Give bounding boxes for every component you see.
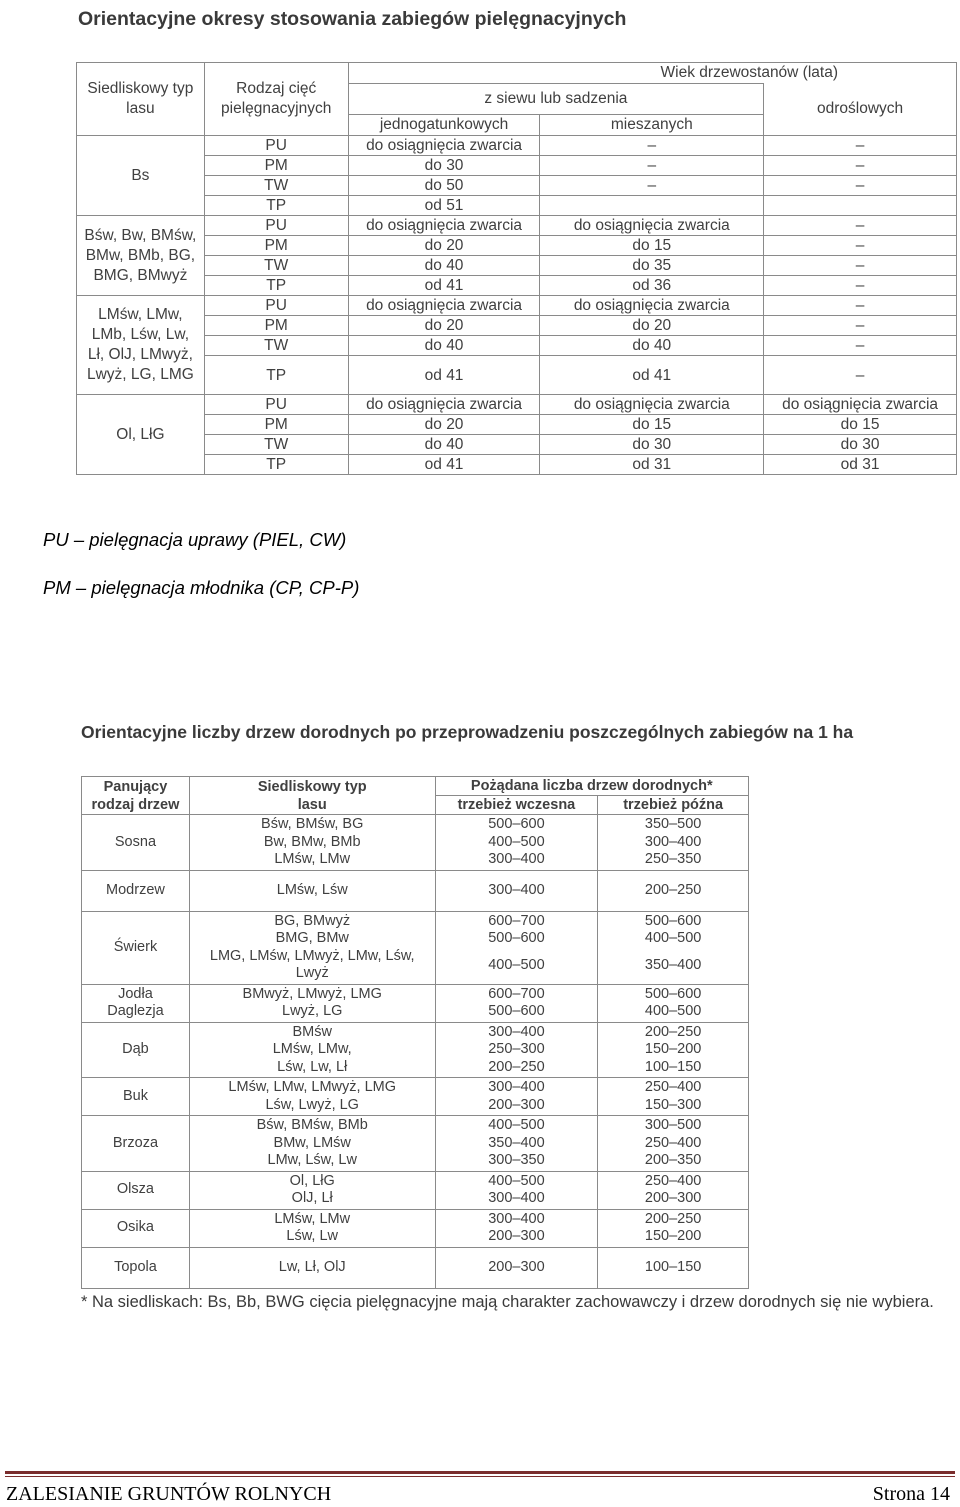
early-thinning-line: 300–400 xyxy=(488,1023,545,1040)
early-thinning-line: 300–400 xyxy=(488,1210,545,1227)
early-thinning-line: 500–600 xyxy=(488,930,545,946)
late-thinning-line: 400–500 xyxy=(644,1003,702,1019)
header-late-thinning: trzebież późna xyxy=(598,796,749,815)
site-type-line: BMśw xyxy=(292,1023,332,1040)
header-stand-age: Wiek drzewostanów (lata) xyxy=(348,63,956,84)
table-row xyxy=(77,455,957,475)
table1-title: Orientacyjne okresy stosowania zabiegów pielęgnacyjnych xyxy=(78,8,627,30)
table-row xyxy=(77,415,957,435)
treatment-cell: TP xyxy=(204,455,348,475)
mixed-cell: – xyxy=(540,156,764,176)
single-species-cell: do 40 xyxy=(348,256,540,276)
table-row xyxy=(77,176,957,196)
site-type-cell xyxy=(189,1247,435,1288)
treatment-cell: TP xyxy=(204,356,348,395)
coppice-cell: – xyxy=(764,176,957,196)
site-type-line: Ol, LłG xyxy=(289,1172,335,1189)
site-type-line: Lw, Lł, OlJ xyxy=(278,1258,346,1275)
early-thinning-cell xyxy=(435,1078,598,1116)
table-row xyxy=(77,296,957,316)
species-cell: Brzoza xyxy=(82,1116,190,1172)
late-thinning-line: 200–350 xyxy=(644,1152,702,1168)
treatment-cell: TP xyxy=(204,196,348,216)
late-thinning-line: 100–150 xyxy=(644,1058,702,1075)
late-thinning-line: 250–400 xyxy=(644,1134,702,1151)
site-type-line: BG, BMwyż xyxy=(274,912,351,929)
table-row xyxy=(82,911,749,984)
table-row xyxy=(77,256,957,276)
early-thinning-line: 250–300 xyxy=(488,1041,545,1057)
early-thinning-line: 200–250 xyxy=(488,1058,545,1075)
mixed-cell: do 20 xyxy=(540,316,764,336)
table2-footnote: * Na siedliskach: Bs, Bb, BWG cięcia pielęgnacyjne mają charakter zachowawczy i drzew dorodnych się nie wybiera. xyxy=(81,1293,934,1311)
early-thinning-line: 400–500 xyxy=(488,956,545,973)
table-row xyxy=(77,336,957,356)
early-thinning-cell xyxy=(435,1247,598,1288)
mixed-cell: do osiągnięcia zwarcia xyxy=(540,216,764,236)
early-thinning-line: 350–400 xyxy=(488,1134,545,1151)
table-row xyxy=(82,815,749,871)
early-thinning-line: 400–500 xyxy=(488,1172,545,1189)
treatment-cell: PU xyxy=(204,395,348,415)
early-thinning-line: 300–400 xyxy=(488,851,545,867)
late-thinning-line: 150–200 xyxy=(644,1228,702,1244)
site-type-line: Bśw, BMśw, BMb xyxy=(256,1117,368,1133)
header-early-thinning: trzebież wczesna xyxy=(435,796,598,815)
species-cell: Osika xyxy=(82,1209,190,1247)
single-species-cell: do osiągnięcia zwarcia xyxy=(348,136,540,156)
table-row xyxy=(77,216,957,236)
late-thinning-cell xyxy=(598,1209,749,1247)
coppice-cell: – xyxy=(764,216,957,236)
single-species-cell: do 40 xyxy=(348,336,540,356)
site-type-line: OlJ, Lł xyxy=(291,1190,333,1206)
table-row xyxy=(77,276,957,296)
header-site-type: Siedliskowy typ lasu xyxy=(77,63,205,136)
late-thinning-line: 250–400 xyxy=(644,1079,702,1095)
single-species-cell: od 41 xyxy=(348,276,540,296)
footer-title: ZALESIANIE GRUNTÓW ROLNYCH xyxy=(6,1483,332,1505)
site-type-cell xyxy=(189,1116,435,1172)
treatment-cell: PM xyxy=(204,236,348,256)
table2-title: Orientacyjne liczby drzew dorodnych po przeprowadzeniu poszczególnych zabiegów na 1 ha xyxy=(81,722,854,742)
treatment-periods-table xyxy=(76,62,957,475)
site-type-line: LMśw, LMw, xyxy=(272,1041,352,1057)
late-thinning-line: 500–600 xyxy=(644,912,702,929)
site-type-cell: LMśw, LMw, LMb, Lśw, Lw, Lł, OlJ, LMwyż, Lwyż, LG, LMG xyxy=(77,296,205,395)
coppice-cell: – xyxy=(764,296,957,316)
mixed-cell: – xyxy=(540,176,764,196)
early-thinning-cell xyxy=(435,870,598,911)
late-thinning-line: 300–500 xyxy=(644,1117,702,1133)
species-cell: Modrzew xyxy=(82,870,190,911)
site-type-line: Lśw, Lw, Lł xyxy=(277,1058,348,1075)
site-type-line: Lśw, Lwyż, LG xyxy=(265,1096,359,1113)
table-row xyxy=(77,316,957,336)
late-thinning-line: 350–500 xyxy=(644,816,702,832)
coppice-cell: do 30 xyxy=(764,435,957,455)
site-type-line: BMw, LMśw xyxy=(273,1134,351,1151)
early-thinning-line: 500–600 xyxy=(488,816,545,832)
late-thinning-cell xyxy=(598,1116,749,1172)
early-thinning-cell xyxy=(435,984,598,1022)
early-thinning-line: 200–300 xyxy=(488,1228,545,1244)
early-thinning-line: 400–500 xyxy=(488,1117,545,1133)
early-thinning-line: 200–300 xyxy=(488,1096,545,1113)
mixed-cell: do 15 xyxy=(540,415,764,435)
table-row xyxy=(82,1116,749,1172)
treatment-cell: PU xyxy=(204,216,348,236)
site-type-line: BMwyż, LMwyż, LMG xyxy=(242,985,382,1002)
late-thinning-cell xyxy=(598,1171,749,1209)
treatment-cell: TW xyxy=(204,336,348,356)
header-from-seed: z siewu lub sadzenia xyxy=(348,84,764,115)
header-single-species: jednogatunkowych xyxy=(348,115,540,136)
late-thinning-line: 150–300 xyxy=(644,1096,702,1113)
early-thinning-line: 300–400 xyxy=(488,881,545,898)
treatment-cell: TW xyxy=(204,176,348,196)
late-thinning-cell xyxy=(598,815,749,871)
late-thinning-line: 250–350 xyxy=(644,851,702,867)
coppice-cell: do 15 xyxy=(764,415,957,435)
early-thinning-line: 300–350 xyxy=(488,1152,545,1168)
mixed-cell xyxy=(540,196,764,216)
site-type-line: Bw, BMw, BMb xyxy=(263,833,361,850)
table-row xyxy=(82,1022,749,1078)
single-species-cell: do osiągnięcia zwarcia xyxy=(348,296,540,316)
mixed-cell: – xyxy=(540,136,764,156)
coppice-cell: – xyxy=(764,236,957,256)
single-species-cell: od 41 xyxy=(348,455,540,475)
site-type-line: Lśw, Lw xyxy=(286,1228,339,1244)
treatment-cell: PM xyxy=(204,156,348,176)
site-type-line: BMG, BMw xyxy=(275,930,349,946)
early-thinning-line: 500–600 xyxy=(488,1003,545,1019)
header-species: Panujący rodzaj drzew xyxy=(82,777,190,815)
site-type-line: LMśw, Lśw xyxy=(276,881,348,898)
single-species-cell: do osiągnięcia zwarcia xyxy=(348,395,540,415)
site-type-cell: Bs xyxy=(77,136,205,216)
table-row xyxy=(77,395,957,415)
site-type-cell: Bśw, Bw, BMśw, BMw, BMb, BG, BMG, BMwyż xyxy=(77,216,205,296)
treatment-cell: TW xyxy=(204,256,348,276)
late-thinning-line: 150–200 xyxy=(644,1041,702,1057)
mixed-cell: do 40 xyxy=(540,336,764,356)
mixed-cell: do osiągnięcia zwarcia xyxy=(540,395,764,415)
late-thinning-line: 250–400 xyxy=(644,1172,702,1189)
site-type-line: LMśw, LMw xyxy=(274,851,351,867)
legend-pm: PM – pielęgnacja młodnika (CP, CP-P) xyxy=(43,577,360,598)
site-type-line: Bśw, BMśw, BG xyxy=(261,816,364,832)
table-row xyxy=(77,435,957,455)
footer-rule xyxy=(5,1471,955,1474)
coppice-cell: – xyxy=(764,356,957,395)
site-type-line: LMw, Lśw, Lw xyxy=(267,1152,357,1168)
single-species-cell: do 20 xyxy=(348,236,540,256)
table-row xyxy=(82,1247,749,1288)
site-type-cell xyxy=(189,984,435,1022)
early-thinning-line: 600–700 xyxy=(488,912,545,929)
single-species-cell: do 40 xyxy=(348,435,540,455)
header-coppice: odroślowych xyxy=(764,84,957,136)
late-thinning-line: 500–600 xyxy=(644,985,702,1002)
single-species-cell: od 51 xyxy=(348,196,540,216)
late-thinning-line: 200–300 xyxy=(644,1190,702,1206)
late-thinning-line: 200–250 xyxy=(644,1023,702,1040)
coppice-cell xyxy=(764,196,957,216)
species-cell: Sosna xyxy=(82,815,190,871)
treatment-cell: PU xyxy=(204,136,348,156)
site-type-cell xyxy=(189,911,435,984)
table-row xyxy=(82,1171,749,1209)
page-number: Strona 14 xyxy=(872,1483,950,1505)
header-desired-count: Pożądana liczba drzew dorodnych* xyxy=(435,777,748,796)
single-species-cell: od 41 xyxy=(348,356,540,395)
early-thinning-cell xyxy=(435,1171,598,1209)
mixed-cell: do 30 xyxy=(540,435,764,455)
single-species-cell: do 20 xyxy=(348,316,540,336)
table-row xyxy=(77,196,957,216)
coppice-cell: – xyxy=(764,256,957,276)
table-row xyxy=(82,870,749,911)
species-cell: Jodła Daglezja xyxy=(82,984,190,1022)
legend-pu: PU – pielęgnacja uprawy (PIEL, CW) xyxy=(43,529,347,550)
late-thinning-line: 100–150 xyxy=(644,1258,702,1275)
coppice-cell: – xyxy=(764,136,957,156)
treatment-cell: TP xyxy=(204,276,348,296)
early-thinning-line: 400–500 xyxy=(488,833,545,850)
site-type-line: LMG, LMśw, LMwyż, LMw, Lśw, Lwyż xyxy=(209,947,415,981)
single-species-cell: do 30 xyxy=(348,156,540,176)
coppice-cell: – xyxy=(764,316,957,336)
treatment-cell: PU xyxy=(204,296,348,316)
site-type-cell xyxy=(189,1209,435,1247)
late-thinning-line: 200–250 xyxy=(644,1210,702,1227)
coppice-cell: – xyxy=(764,156,957,176)
header-treatment-type: Rodzaj cięć pielęgnacyjnych xyxy=(204,63,348,136)
early-thinning-line: 200–300 xyxy=(488,1258,545,1275)
coppice-cell: od 31 xyxy=(764,455,957,475)
early-thinning-cell xyxy=(435,815,598,871)
site-type-line: LMśw, LMw xyxy=(274,1210,351,1227)
late-thinning-line: 400–500 xyxy=(644,930,702,946)
early-thinning-cell xyxy=(435,1209,598,1247)
late-thinning-line: 200–250 xyxy=(644,881,702,898)
mixed-cell: do 15 xyxy=(540,236,764,256)
mixed-cell: od 36 xyxy=(540,276,764,296)
species-cell: Dąb xyxy=(82,1022,190,1078)
site-type-cell xyxy=(189,1022,435,1078)
treatment-cell: TW xyxy=(204,435,348,455)
coppice-cell: – xyxy=(764,336,957,356)
species-cell: Buk xyxy=(82,1078,190,1116)
late-thinning-cell xyxy=(598,1078,749,1116)
species-cell: Topola xyxy=(82,1247,190,1288)
mixed-cell: do osiągnięcia zwarcia xyxy=(540,296,764,316)
table-row xyxy=(82,1209,749,1247)
early-thinning-cell xyxy=(435,1022,598,1078)
site-type-line: Lwyż, LG xyxy=(282,1003,343,1019)
early-thinning-line: 600–700 xyxy=(488,985,545,1002)
header-site-type-2: Siedliskowy typ lasu xyxy=(189,777,435,815)
site-type-cell xyxy=(189,870,435,911)
site-type-cell: Ol, LłG xyxy=(77,395,205,475)
header-mixed: mieszanych xyxy=(540,115,764,136)
site-type-cell xyxy=(189,1078,435,1116)
table-row xyxy=(77,236,957,256)
mixed-cell: od 31 xyxy=(540,455,764,475)
species-cell: Świerk xyxy=(82,911,190,984)
site-type-cell xyxy=(189,815,435,871)
mixed-cell: od 41 xyxy=(540,356,764,395)
table-row xyxy=(77,136,957,156)
table-row xyxy=(77,356,957,395)
site-type-cell xyxy=(189,1171,435,1209)
early-thinning-line: 300–400 xyxy=(488,1190,545,1206)
early-thinning-line: 300–400 xyxy=(488,1079,545,1095)
late-thinning-cell xyxy=(598,870,749,911)
table-row xyxy=(82,984,749,1022)
treatment-cell: PM xyxy=(204,316,348,336)
single-species-cell: do osiągnięcia zwarcia xyxy=(348,216,540,236)
single-species-cell: do 50 xyxy=(348,176,540,196)
late-thinning-cell xyxy=(598,984,749,1022)
mixed-cell: do 35 xyxy=(540,256,764,276)
late-thinning-cell xyxy=(598,1247,749,1288)
table-row xyxy=(77,156,957,176)
late-thinning-line: 300–400 xyxy=(644,833,702,850)
footer-rule-thin xyxy=(5,1476,955,1477)
late-thinning-cell xyxy=(598,1022,749,1078)
early-thinning-cell xyxy=(435,1116,598,1172)
single-species-cell: do 20 xyxy=(348,415,540,435)
coppice-cell: – xyxy=(764,276,957,296)
treatment-cell: PM xyxy=(204,415,348,435)
table-row xyxy=(82,1078,749,1116)
early-thinning-cell xyxy=(435,911,598,984)
late-thinning-line: 350–400 xyxy=(644,956,702,973)
site-type-line: LMśw, LMw, LMwyż, LMG xyxy=(228,1079,397,1095)
coppice-cell: do osiągnięcia zwarcia xyxy=(764,395,957,415)
late-thinning-cell xyxy=(598,911,749,984)
species-cell: Olsza xyxy=(82,1171,190,1209)
tree-count-table xyxy=(81,776,749,1289)
